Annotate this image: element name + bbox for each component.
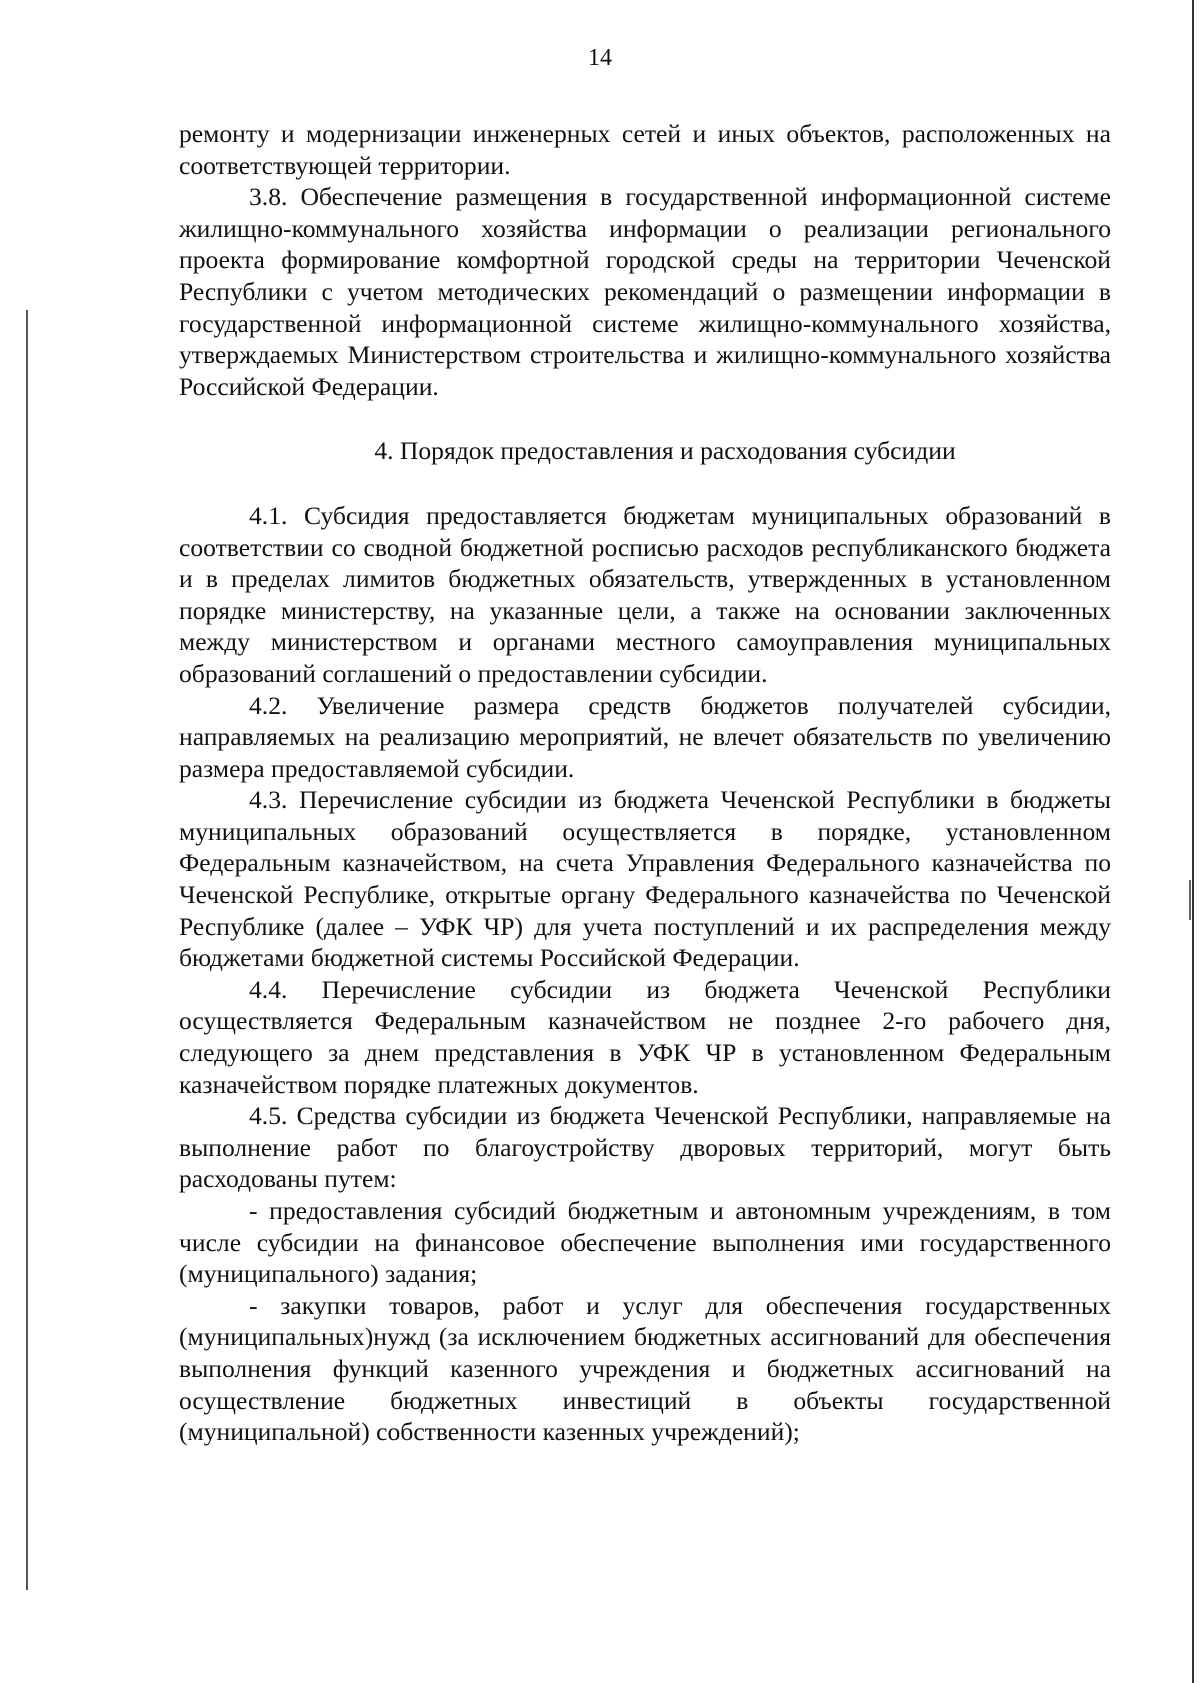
scan-edge-right [1192, 0, 1194, 1683]
paragraph-4-3: 4.3. Перечисление субсидии из бюджета Чеченской Республики в бюджеты муниципальных образований осуществляется в порядке, установленном Федеральным казначейством, на счета Управления Федерального казначейства по Чеченской Республике, открытые органу Федерального казначейства по Чеченской Республике (далее – УФК ЧР) для учета поступлений и их распределения между бюджетами бюджетной системы Российской Федерации. [179, 785, 1111, 973]
paragraph-4-1: 4.1. Субсидия предоставляется бюджетам муниципальных образований в соответствии со сводной бюджетной росписью расходов республиканского бюджета и в пределах лимитов бюджетных обязательств, утвержденных в установленном порядке министерству, на указанные цели, а также на основании заключенных между министерством и органами местного самоуправления муниципальных образований соглашений о предоставлении субсидии. [179, 500, 1111, 688]
paragraph-4-2: 4.2. Увеличение размера средств бюджетов получателей субсидии, направляемых на реализацию мероприятий, не влечет обязательств по увеличению размера предоставляемой субсидии. [179, 690, 1111, 783]
document-body [179, 118, 1111, 1448]
paragraph-continuation: ремонту и модернизации инженерных сетей и иных объектов, расположенных на соответствующей территории. [179, 119, 1111, 180]
list-item-procurement: - закупки товаров, работ и услуг для обеспечения государственных (муниципальных)нужд (за исключением бюджетных ассигнований для обеспечения выполнения функций казенного учреждения и бюджетных ассигнований на осуществление бюджетных инвестиций в объекты государственной (муниципальной) собственности казенных учреждений); [179, 1290, 1111, 1447]
scan-mark [1189, 880, 1191, 920]
paragraph-4-4: 4.4. Перечисление субсидии из бюджета Чеченской Республики осуществляется Федеральным казначейством не позднее 2-го рабочего дня, следующего за днем представления в УФК ЧР в установленном Федеральным казначейством порядке платежных документов. [179, 974, 1111, 1099]
section-heading: 4. Порядок предоставления и расходования субсидии [374, 436, 956, 466]
paragraph-4-5: 4.5. Средства субсидии из бюджета Чеченской Республики, направляемые на выполнение работ по благоустройству дворовых территорий, могут быть расходованы путем: [179, 1101, 1111, 1194]
paragraph-3-8: 3.8. Обеспечение размещения в государственной информационной системе жилищно-коммунального хозяйства информации о реализации регионального проекта формирование комфортной городской среды на территории Чеченской Республики с учетом методических рекомендаций о размещении информации в государственной информационной системе жилищно-коммунального хозяйства, утверждаемых Министерством строительства и жилищно-коммунального хозяйства Российской Федерации. [179, 182, 1111, 401]
page-number: 14 [588, 45, 612, 71]
list-item-subsidies: - предоставления субсидий бюджетным и автономным учреждениям, в том числе субсидии на финансовое обеспечение выполнения ими государственного (муниципального) задания; [179, 1196, 1111, 1289]
scan-edge-left [26, 310, 28, 1590]
